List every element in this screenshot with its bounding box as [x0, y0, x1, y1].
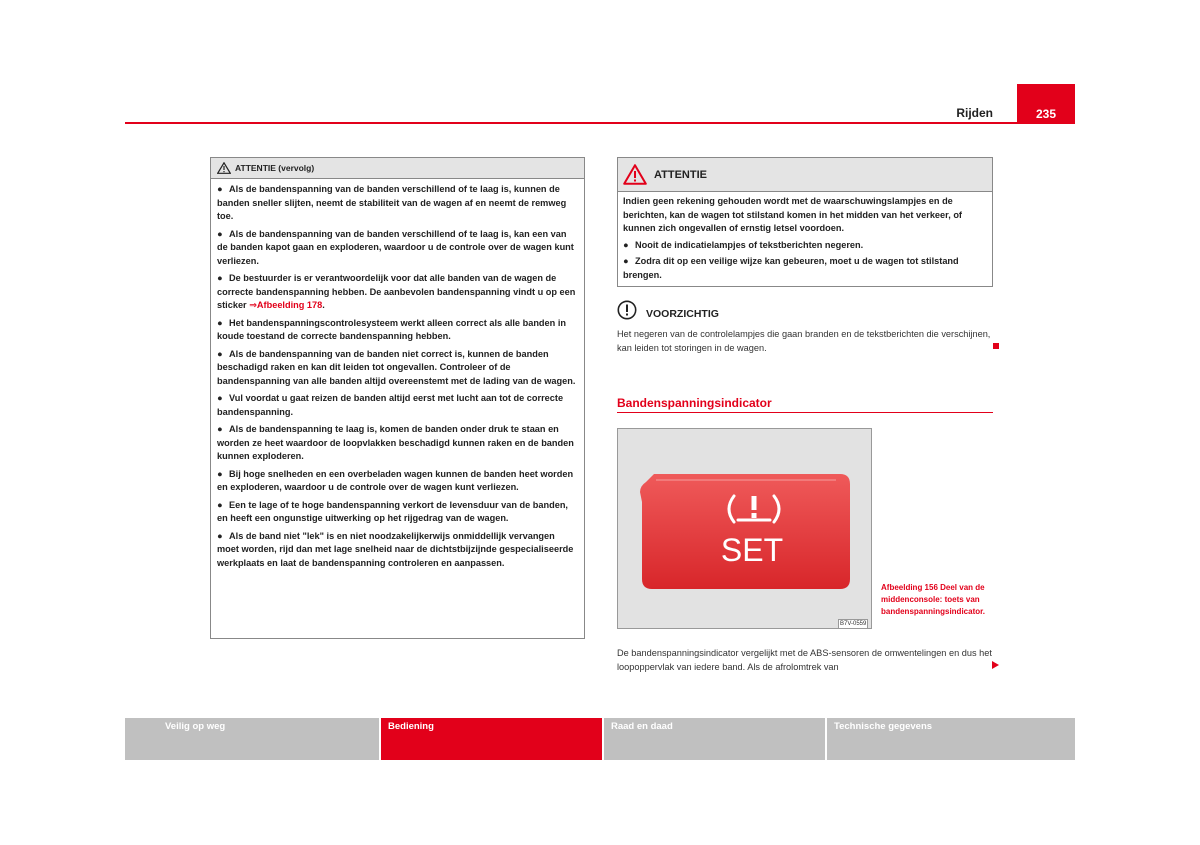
figure-link[interactable]: ⇒Afbeelding 178 — [249, 300, 323, 310]
list-item: ● Het bandenspanningscontrolesysteem werkt alleen correct als alle banden in koude toestand de correcte bandenspanning hebben. — [217, 317, 566, 341]
warning-triangle-icon — [217, 162, 231, 174]
list-item: ● Als de bandenspanning te laag is, komen de banden onder druk te staan en worden ze heet waardoor de loopvlakken beschadigd kunnen raken en de banden kunnen exploderen. — [217, 424, 574, 461]
list-item: ● Bij hoge snelheden en een overbeladen wagen kunnen de banden heet worden en exploderen, waardoor u de controle over de wagen kunt verliezen. — [217, 468, 574, 492]
chapter-title: Rijden — [956, 106, 993, 120]
list-item: ● Als de bandenspanning van de banden niet correct is, kunnen de banden beschadigd raken en kan dit leiden tot ongevallen. Controleer of de bandenspanning van alle banden altijd overeenstemt met de lading van de wagen. — [217, 348, 576, 386]
attention-content — [618, 192, 992, 282]
list-item: ● Zodra dit op een veilige wijze kan gebeuren, moet u de wagen tot stilstand brengen. — [623, 256, 959, 280]
list-item: ● Nooit de indicatielampjes of tekstberichten negeren. — [623, 239, 864, 250]
attention-header — [618, 158, 992, 192]
list-item: ● Als de bandenspanning van de banden verschillend of te laag is, kan een van de banden kapot gaan en exploderen, waardoor u de controle over de wagen kunt verliezen. — [217, 228, 574, 266]
caution-text: Het negeren van de controlelampjes die gaan branden en de tekstberichten die verschijnen, kan leiden tot storingen in de wagen. — [617, 329, 991, 353]
caution-title: VOORZICHTIG — [646, 308, 719, 320]
attention-box-continued — [210, 157, 585, 639]
list-item: ● Als de band niet "lek" is en niet noodzakelijkerwijs onmiddellijk vervangen moet worden, rijd dan met lage snelheid naar de dichtstbijzijnde gespecialiseerde werkplaats en laat de bandenspanning controleren en aanpassen. — [217, 530, 574, 568]
caution-icon — [617, 300, 637, 320]
attention-title: ATTENTIE (vervolg) — [235, 163, 315, 173]
figure-tpms-button — [617, 428, 872, 629]
set-button-label: SET — [720, 532, 784, 568]
list-item: ● Een te lage of te hoge bandenspanning verkort de levensduur van de banden, en heeft een ongunstige uitwerking op het rijgedrag van de wagen. — [217, 499, 568, 523]
continue-arrow-icon — [992, 661, 999, 669]
page-number-box — [1017, 84, 1075, 124]
list-item: ● De bestuurder is er verantwoordelijk voor dat alle banden van de wagen de correcte bandenspanning hebben. De aanbevolen bandenspanning vindt u op een sticker ⇒Afbeelding 178. — [217, 273, 576, 310]
header-rule — [125, 122, 1075, 124]
attention-list — [211, 179, 584, 570]
body-paragraph: De bandenspanningsindicator vergelijkt met de ABS-sensoren de omwentelingen en dus het loopoppervlak van iedere band. Als de afrolomtrek van — [617, 648, 992, 672]
tab-technische-gegevens[interactable]: Technische gegevens — [827, 718, 1075, 760]
tab-raad-en-daad[interactable]: Raad en daad — [604, 718, 825, 760]
set-button-illustration — [640, 474, 850, 589]
warning-triangle-icon — [623, 164, 647, 185]
attention-intro: Indien geen rekening gehouden wordt met de waarschuwingslampjes en de berichten, kan de wagen tot stilstand komen in het midden van het verkeer, of kunnen zich ongevallen of ernstig letsel voordoen. — [623, 196, 962, 233]
attention-box — [617, 157, 993, 287]
attention-header — [211, 158, 584, 179]
page-number: 235 — [1035, 107, 1057, 121]
list-item: ● Als de bandenspanning van de banden verschillend of te laag is, kunnen de banden sneller slijten, neemt de stabiliteit van de wagen af en neemt de remweg toe. — [217, 184, 567, 221]
tab-veilig-op-weg[interactable]: Veilig op weg — [125, 718, 379, 760]
section-rule — [617, 412, 993, 413]
end-of-section-mark — [993, 343, 999, 349]
figure-tag: B7V-0559 — [840, 621, 867, 627]
figure-caption: Afbeelding 156 Deel van de middenconsole: toets van bandenspanningsindicator. — [881, 583, 986, 616]
list-item: ● Vul voordat u gaat reizen de banden altijd eerst met lucht aan tot de correcte bandenspanning. — [217, 393, 564, 417]
attention-title: ATTENTIE — [654, 168, 707, 181]
section-heading: Bandenspanningsindicator — [617, 396, 772, 410]
tab-bediening[interactable]: Bediening — [381, 718, 602, 760]
